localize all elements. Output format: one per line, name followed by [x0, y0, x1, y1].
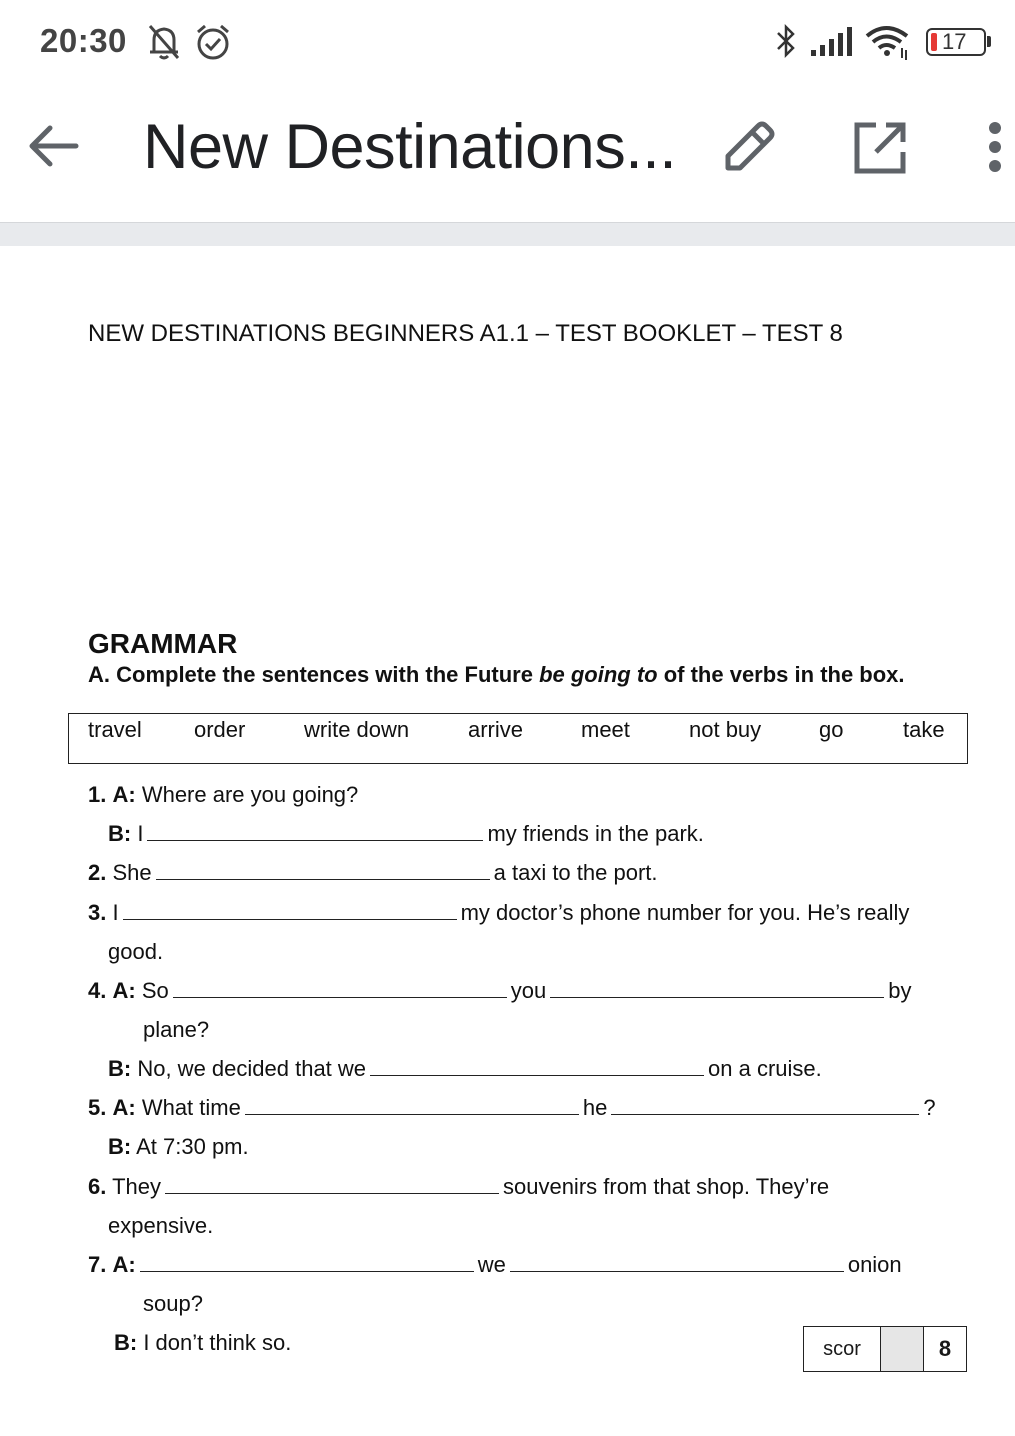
- answer-blank[interactable]: [147, 822, 483, 841]
- bluetooth-icon: [773, 22, 799, 62]
- question-7-cont: soup?: [143, 1291, 203, 1316]
- battery-level: 17: [942, 29, 967, 54]
- answer-blank[interactable]: [173, 979, 507, 998]
- answer-blank[interactable]: [123, 901, 457, 920]
- status-time: 20:30: [40, 22, 127, 59]
- question-4-cont: plane?: [143, 1017, 210, 1042]
- verb-item: arrive: [468, 717, 524, 742]
- question-4-a: 4. A: So you by: [88, 978, 912, 1003]
- verb-item: travel: [88, 717, 142, 742]
- alarm-icon: [194, 22, 232, 62]
- battery-nub: [987, 36, 991, 47]
- question-7-b: B: I don’t think so.: [114, 1330, 292, 1355]
- instructions: A. Complete the sentences with the Future be going to of the verbs in the box.: [88, 662, 905, 687]
- answer-blank[interactable]: [611, 1096, 919, 1115]
- verb-item: order: [194, 717, 246, 742]
- answer-blank[interactable]: [245, 1096, 579, 1115]
- score-box: [803, 1326, 967, 1372]
- app-title: New Destinations...: [143, 112, 677, 182]
- question-1-b: B: I my friends in the park.: [108, 821, 704, 846]
- bell-off-icon: [146, 22, 182, 62]
- signal-icon: [808, 22, 854, 62]
- answer-blank[interactable]: [156, 861, 490, 880]
- battery-icon: [926, 28, 986, 56]
- question-2: 2. She a taxi to the port.: [88, 860, 658, 885]
- open-external-icon[interactable]: [850, 118, 910, 178]
- verb-item: meet: [581, 717, 630, 742]
- wifi-icon: [864, 22, 912, 62]
- answer-blank[interactable]: [165, 1175, 499, 1194]
- back-arrow-icon[interactable]: [26, 118, 82, 174]
- question-3: 3. I my doctor’s phone number for you. He’s really: [88, 900, 910, 925]
- answer-blank[interactable]: [550, 979, 884, 998]
- verb-item: not buy: [689, 717, 762, 742]
- question-6: 6. They souvenirs from that shop. They’re: [88, 1174, 830, 1199]
- more-vert-icon[interactable]: [983, 120, 1007, 176]
- section-title: GRAMMAR: [88, 628, 238, 659]
- question-1-a: 1. A: Where are you going?: [88, 782, 359, 807]
- verb-item: write down: [304, 717, 410, 742]
- verb-item: take: [903, 717, 945, 742]
- answer-blank[interactable]: [370, 1057, 704, 1076]
- app-bar-divider: [0, 222, 1015, 246]
- question-4-b: B: No, we decided that we on a cruise.: [108, 1056, 822, 1081]
- document-header: NEW DESTINATIONS BEGINNERS A1.1 – TEST BOOKLET – TEST 8: [88, 320, 843, 347]
- question-6-cont: expensive.: [108, 1213, 214, 1238]
- question-5-a: 5. A: What time he ?: [88, 1095, 936, 1120]
- question-3-cont: good.: [108, 939, 164, 964]
- score-label: scor: [804, 1327, 881, 1371]
- answer-blank[interactable]: [140, 1253, 474, 1272]
- edit-pencil-icon[interactable]: [718, 118, 778, 178]
- score-input[interactable]: [881, 1327, 924, 1371]
- question-5-b: B: At 7:30 pm.: [108, 1134, 249, 1159]
- answer-blank[interactable]: [510, 1253, 844, 1272]
- score-max: 8: [938, 1336, 952, 1361]
- verb-item: go: [819, 717, 844, 742]
- question-7-a: 7. A: we onion: [88, 1252, 902, 1277]
